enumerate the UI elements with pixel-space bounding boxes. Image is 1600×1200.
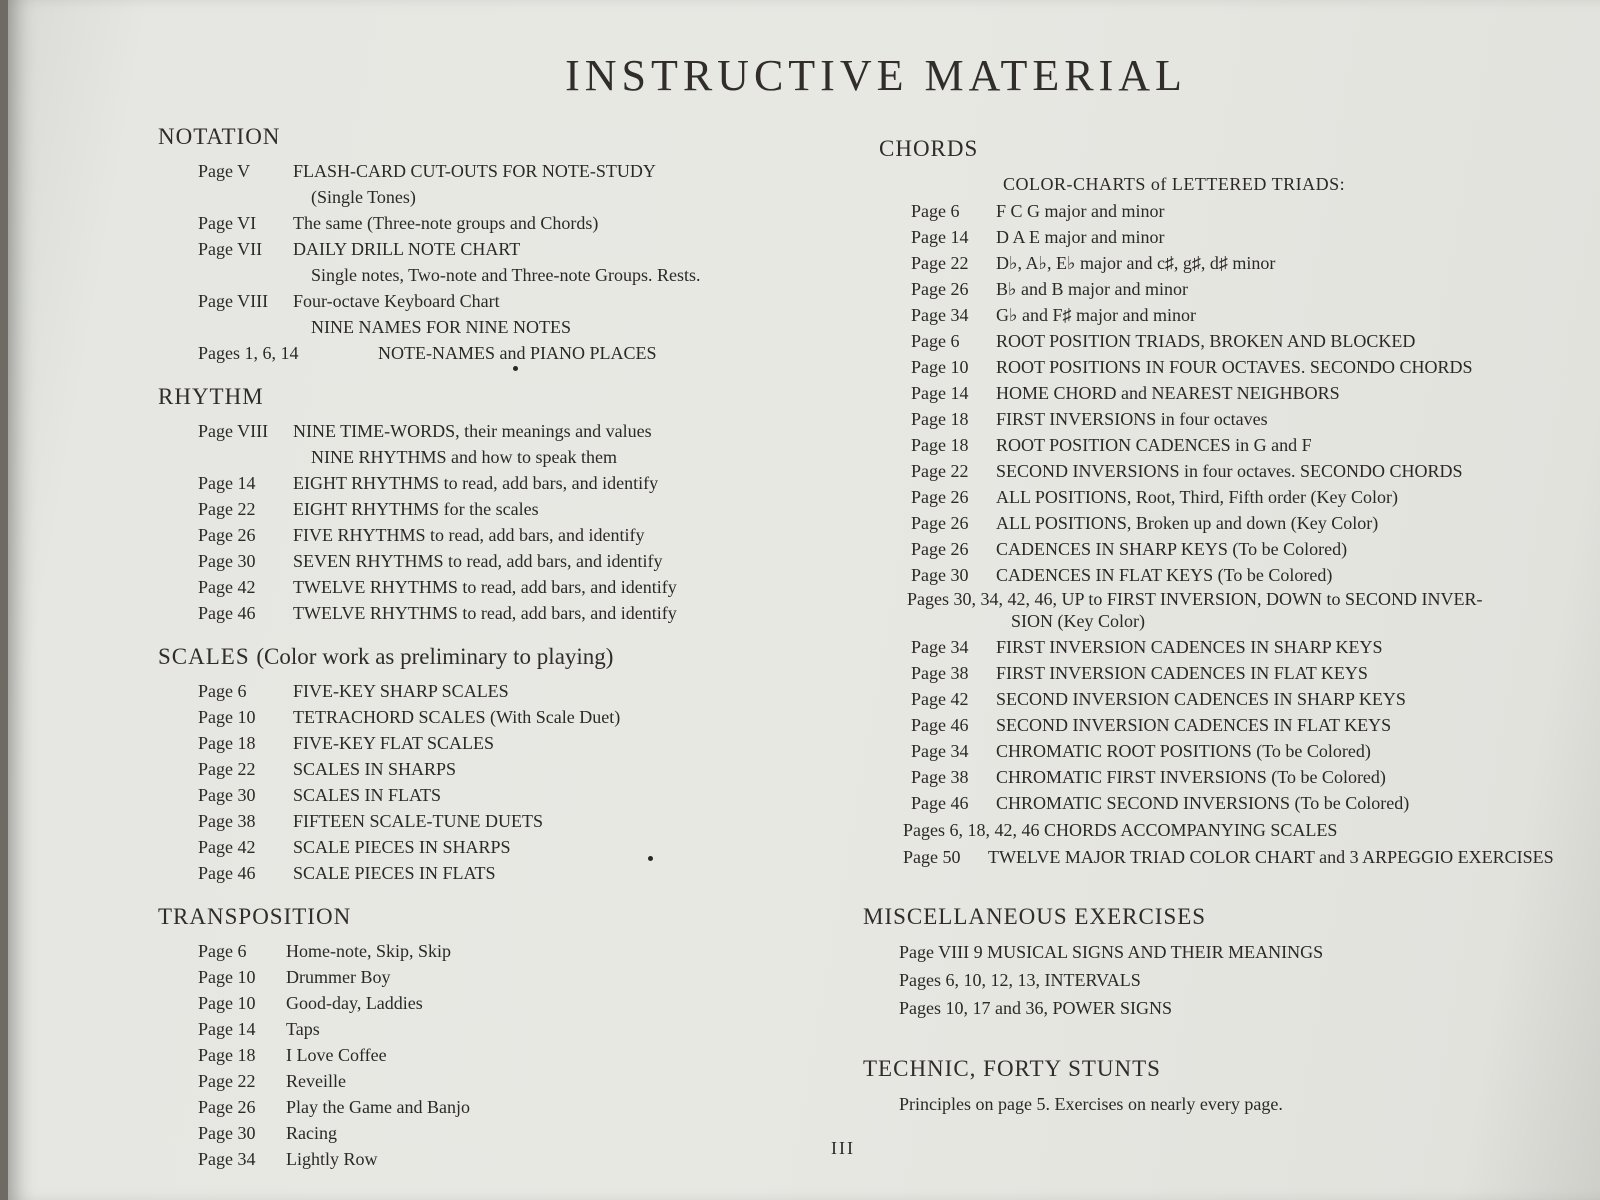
list-item <box>158 496 798 522</box>
entry-text-wrap <box>996 536 1583 562</box>
entry-text-wrap <box>286 1120 798 1146</box>
entry-page: Page 46 <box>198 603 256 623</box>
entry-text: Lightly Row <box>286 1149 378 1169</box>
entry-text: B♭ and B major and minor <box>996 279 1188 299</box>
entry-subtext: (Single Tones) <box>311 187 416 207</box>
list-item <box>863 432 1583 458</box>
list-item <box>158 600 798 626</box>
entry-page: Page 18 <box>198 733 256 753</box>
entry-text-wrap <box>286 1068 798 1094</box>
entry-page: Page 14 <box>911 383 969 403</box>
entry-page: Page 42 <box>911 689 969 709</box>
list-item <box>158 522 798 548</box>
list-item <box>158 574 798 600</box>
entry-page: Page 42 <box>198 577 256 597</box>
entry-text-wrap <box>293 756 798 782</box>
entry-page: Page 26 <box>911 279 969 299</box>
chords-subheading: COLOR-CHARTS of LETTERED TRIADS: <box>1003 174 1346 194</box>
list-item <box>158 1016 798 1042</box>
entry-text: SCALE PIECES IN FLATS <box>293 863 496 883</box>
entry-page: Page VIII <box>198 421 269 441</box>
entry-text: CADENCES IN FLAT KEYS (To be Colored) <box>996 565 1333 585</box>
technic-heading: TECHNIC, FORTY STUNTS <box>863 1056 1161 1081</box>
list-item <box>158 808 798 834</box>
list-item <box>158 782 798 808</box>
entry-text-wrap <box>996 562 1583 588</box>
entry-text: Racing <box>286 1123 337 1143</box>
list-item <box>863 458 1583 484</box>
entry-text-wrap <box>996 790 1583 816</box>
entry-text-wrap <box>996 354 1583 380</box>
entry-text: CHROMATIC SECOND INVERSIONS (To be Colored) <box>996 793 1410 813</box>
entry-page: Page 46 <box>198 863 256 883</box>
entry-page: Page 22 <box>198 1071 256 1091</box>
entry-text: FIVE-KEY SHARP SCALES <box>293 681 509 701</box>
technic-section <box>863 1056 1583 1118</box>
entry-text: Taps <box>286 1019 320 1039</box>
list-item <box>863 510 1583 536</box>
entry-text: FIRST INVERSION CADENCES IN FLAT KEYS <box>996 663 1368 683</box>
entry-page: Page 22 <box>198 499 256 519</box>
list-item <box>158 1146 798 1172</box>
entry-text: EIGHT RHYTHMS for the scales <box>293 499 539 519</box>
list-item <box>158 1042 798 1068</box>
notation-entries <box>158 158 798 366</box>
entry-text-wrap <box>293 730 798 756</box>
list-item <box>863 712 1583 738</box>
ink-dot <box>648 856 653 861</box>
entry-subtext: Single notes, Two-note and Three-note Groups. Rests. <box>311 265 701 285</box>
list-item <box>158 470 798 496</box>
entry-text-wrap <box>996 250 1583 276</box>
entry-text: ALL POSITIONS, Root, Third, Fifth order (Key Color) <box>996 487 1398 507</box>
entry-text <box>988 844 1583 870</box>
entry-text-wrap <box>293 418 798 470</box>
entry-page: Page 14 <box>198 473 256 493</box>
entry-text: ROOT POSITION TRIADS, BROKEN AND BLOCKED <box>996 331 1416 351</box>
entry-text-wrap <box>293 860 798 886</box>
entry-text: FIVE RHYTHMS to read, add bars, and identify <box>293 525 645 545</box>
misc-section <box>863 904 1583 1022</box>
entry-text-wrap <box>996 302 1583 328</box>
entry-page: Page 30 <box>198 551 256 571</box>
entry-text: I Love Coffee <box>286 1045 387 1065</box>
entry-page: Page 10 <box>911 357 969 377</box>
entry-text-wrap <box>286 1042 798 1068</box>
entry-text: NINE TIME-WORDS, their meanings and values <box>293 421 652 441</box>
scales-section <box>158 644 798 886</box>
entry-text-wrap <box>996 432 1583 458</box>
list-item <box>158 236 798 288</box>
entry-page: Page 10 <box>198 967 256 987</box>
entry-text-wrap <box>286 964 798 990</box>
list-item <box>863 276 1583 302</box>
entry-page: Page 18 <box>911 435 969 455</box>
scales-entries <box>158 678 798 886</box>
entry-text-wrap <box>996 224 1583 250</box>
entry-page: Page 10 <box>198 993 256 1013</box>
list-item <box>158 678 798 704</box>
long-entry-line1: Pages 30, 34, 42, 46, UP to FIRST INVERSION, DOWN to SECOND INVER- <box>907 589 1483 609</box>
entry-text-wrap <box>996 738 1583 764</box>
list-item <box>158 834 798 860</box>
entry-text: Good-day, Laddies <box>286 993 423 1013</box>
list-item <box>863 406 1583 432</box>
entry-text: SCALES IN FLATS <box>293 785 442 805</box>
page-number: III <box>831 1138 855 1158</box>
entry-text-wrap <box>996 660 1583 686</box>
entry-text-wrap <box>293 496 798 522</box>
entry-text-wrap <box>293 600 798 626</box>
entry-page: Page 50 <box>903 847 961 867</box>
entry-text-wrap <box>996 484 1583 510</box>
list-item <box>158 704 798 730</box>
entry-page: Page 30 <box>911 565 969 585</box>
notation-section <box>158 124 798 366</box>
list-item <box>158 210 798 236</box>
entry-page: Page 26 <box>911 487 969 507</box>
entry-text-wrap <box>293 548 798 574</box>
list-item <box>158 756 798 782</box>
entry-text: Play the Game and Banjo <box>286 1097 470 1117</box>
transposition-section <box>158 904 798 1172</box>
entry-text-wrap <box>286 1016 798 1042</box>
entry-page: Page 30 <box>198 785 256 805</box>
entry-text: HOME CHORD and NEAREST NEIGHBORS <box>996 383 1340 403</box>
entry-page: Page 26 <box>911 539 969 559</box>
transposition-heading: TRANSPOSITION <box>158 904 352 929</box>
list-item <box>158 340 798 366</box>
entry-page: Page 38 <box>911 767 969 787</box>
entry-text-wrap <box>293 210 798 236</box>
entry-text-wrap <box>293 522 798 548</box>
list-item <box>863 562 1583 588</box>
entry-text-wrap <box>996 276 1583 302</box>
entry-text: CHROMATIC FIRST INVERSIONS (To be Colored) <box>996 767 1386 787</box>
entry-text: D A E major and minor <box>996 227 1165 247</box>
list-item <box>158 990 798 1016</box>
scales-heading-label: SCALES <box>158 644 250 669</box>
entry-text: ROOT POSITIONS IN FOUR OCTAVES. SECONDO CHORDS <box>996 357 1473 377</box>
entry-text-wrap <box>996 712 1583 738</box>
entry-text-wrap <box>996 764 1583 790</box>
entry-page: Page 26 <box>198 1097 256 1117</box>
final-entry-text: TWELVE MAJOR TRIAD COLOR CHART <box>988 847 1315 867</box>
entry-text-wrap <box>286 1146 798 1172</box>
entry-text: FIRST INVERSIONS in four octaves <box>996 409 1268 429</box>
entry-page: Page V <box>198 161 251 181</box>
entry-page: Page 14 <box>911 227 969 247</box>
entry-text: TWELVE RHYTHMS to read, add bars, and identify <box>293 603 677 623</box>
entry-text: SCALES IN SHARPS <box>293 759 457 779</box>
entry-text-wrap <box>293 834 798 860</box>
misc-heading: MISCELLANEOUS EXERCISES <box>863 904 1207 929</box>
chords-section <box>863 136 1583 870</box>
entry-text-wrap <box>293 470 798 496</box>
entry-page: Page 34 <box>198 1149 256 1169</box>
entry-text: SCALE PIECES IN SHARPS <box>293 837 511 857</box>
entry-page: Page 14 <box>198 1019 256 1039</box>
book-page <box>8 0 1600 1200</box>
entry-page: Page 6 <box>198 681 247 701</box>
entry-page: Page 38 <box>911 663 969 683</box>
entry-page: Page 30 <box>198 1123 256 1143</box>
misc-item: Page VIII 9 MUSICAL SIGNS AND THEIR MEANINGS <box>899 942 1324 962</box>
entry-page: Page 22 <box>911 461 969 481</box>
entry-text: DAILY DRILL NOTE CHART <box>293 239 521 259</box>
list-item <box>863 484 1583 510</box>
scales-heading <box>158 644 798 670</box>
entry-text-wrap <box>996 198 1583 224</box>
final-entry-sub: and 3 ARPEGGIO EXERCISES <box>1319 847 1554 867</box>
rhythm-section <box>158 384 798 626</box>
entry-page: Page 46 <box>911 715 969 735</box>
entry-text: NOTE-NAMES and PIANO PLACES <box>378 343 657 363</box>
entry-text: SECOND INVERSION CADENCES IN FLAT KEYS <box>996 715 1392 735</box>
list-item <box>863 302 1583 328</box>
rhythm-heading: RHYTHM <box>158 384 264 409</box>
rhythm-entries <box>158 418 798 626</box>
list-item <box>158 288 798 340</box>
entry-text: F C G major and minor <box>996 201 1165 221</box>
chords-entries-a <box>863 198 1583 588</box>
notation-heading: NOTATION <box>158 124 281 149</box>
entry-text-wrap <box>293 678 798 704</box>
entry-page: Page 26 <box>198 525 256 545</box>
entry-text-wrap <box>293 288 798 340</box>
entry-text: Reveille <box>286 1071 346 1091</box>
list-item <box>863 224 1583 250</box>
entry-text-wrap <box>996 510 1583 536</box>
entry-text: FIFTEEN SCALE-TUNE DUETS <box>293 811 543 831</box>
entry-page: Page 26 <box>911 513 969 533</box>
entry-text-wrap <box>996 406 1583 432</box>
entry-text-wrap <box>293 574 798 600</box>
entry-text: ROOT POSITION CADENCES in G and F <box>996 435 1312 455</box>
transposition-entries <box>158 938 798 1172</box>
entry-text-wrap <box>996 686 1583 712</box>
entry-text: TETRACHORD SCALES (With Scale Duet) <box>293 707 621 727</box>
entry-text: D♭, A♭, E♭ major and c♯, g♯, d♯ minor <box>996 253 1276 273</box>
entry-page: Page 6 <box>198 941 247 961</box>
entry-text-wrap <box>378 340 798 366</box>
entry-text-wrap <box>286 938 798 964</box>
list-item <box>158 1120 798 1146</box>
entry-text-wrap <box>996 328 1583 354</box>
entry-page: Page 18 <box>198 1045 256 1065</box>
entry-page: Pages 1, 6, 14 <box>198 343 299 363</box>
entry-page: Page 6 <box>911 331 960 351</box>
entry-page: Page 10 <box>198 707 256 727</box>
entry-page: Page 22 <box>911 253 969 273</box>
entry-page: Page 38 <box>198 811 256 831</box>
list-item <box>863 328 1583 354</box>
entry-subtext: NINE RHYTHMS and how to speak them <box>311 447 617 467</box>
right-column <box>863 136 1583 1136</box>
misc-item: Pages 10, 17 and 36, POWER SIGNS <box>899 998 1172 1018</box>
entry-text-wrap <box>293 782 798 808</box>
list-item <box>158 418 798 470</box>
long-entry-line2: SION (Key Color) <box>1011 611 1145 631</box>
entry-text-wrap <box>996 634 1583 660</box>
list-item <box>863 380 1583 406</box>
chords-entries-b <box>863 634 1583 816</box>
entry-text-wrap <box>286 1094 798 1120</box>
entry-page: Page VIII <box>198 291 269 311</box>
entry-text: Home-note, Skip, Skip <box>286 941 451 961</box>
misc-item: Pages 6, 10, 12, 13, INTERVALS <box>899 970 1141 990</box>
entry-text-wrap <box>293 704 798 730</box>
list-item <box>158 1068 798 1094</box>
entry-page: Page VII <box>198 239 263 259</box>
list-item <box>863 738 1583 764</box>
entry-text: FIVE-KEY FLAT SCALES <box>293 733 495 753</box>
list-item <box>863 686 1583 712</box>
entry-page: Page VI <box>198 213 257 233</box>
entry-text: SECOND INVERSION CADENCES IN SHARP KEYS <box>996 689 1406 709</box>
list-item <box>158 964 798 990</box>
entry-page: Page 22 <box>198 759 256 779</box>
list-item <box>863 764 1583 790</box>
entry-text: G♭ and F♯ major and minor <box>996 305 1196 325</box>
list-item <box>863 198 1583 224</box>
entry-text: EIGHT RHYTHMS to read, add bars, and identify <box>293 473 659 493</box>
chords-heading: CHORDS <box>879 136 979 161</box>
entry-text: Four-octave Keyboard Chart <box>293 291 500 311</box>
entry-text-wrap <box>293 808 798 834</box>
list-item <box>158 1094 798 1120</box>
chords-accompanying: Pages 6, 18, 42, 46 CHORDS ACCOMPANYING SCALES <box>903 820 1338 840</box>
entry-page: Page 46 <box>911 793 969 813</box>
entry-text-wrap <box>286 990 798 1016</box>
entry-page: Page 34 <box>911 305 969 325</box>
list-item <box>863 536 1583 562</box>
page-title: INSTRUCTIVE MATERIAL <box>565 51 1187 100</box>
entry-text: ALL POSITIONS, Broken up and down (Key Color) <box>996 513 1379 533</box>
entry-text-wrap <box>293 236 798 288</box>
list-item <box>158 730 798 756</box>
left-column <box>158 124 798 1190</box>
entry-page: Page 34 <box>911 637 969 657</box>
misc-items <box>863 938 1583 1022</box>
list-item <box>158 938 798 964</box>
entry-text: SEVEN RHYTHMS to read, add bars, and identify <box>293 551 663 571</box>
scales-heading-note: (Color work as preliminary to playing) <box>256 644 614 669</box>
technic-text: Principles on page 5. Exercises on nearly every page. <box>899 1094 1283 1114</box>
entry-page: Page 18 <box>911 409 969 429</box>
list-item <box>863 354 1583 380</box>
list-item <box>863 250 1583 276</box>
entry-text: CHROMATIC ROOT POSITIONS (To be Colored) <box>996 741 1371 761</box>
entry-text: Drummer Boy <box>286 967 391 987</box>
entry-text: The same (Three-note groups and Chords) <box>293 213 599 233</box>
entry-text: TWELVE RHYTHMS to read, add bars, and identify <box>293 577 677 597</box>
list-item <box>158 158 798 210</box>
list-item <box>863 634 1583 660</box>
chords-long-entry <box>863 588 1583 632</box>
entry-text-wrap <box>293 158 798 210</box>
list-item <box>863 660 1583 686</box>
entry-text-wrap <box>996 458 1583 484</box>
entry-text: FLASH-CARD CUT-OUTS FOR NOTE-STUDY <box>293 161 656 181</box>
chords-final-entry <box>863 844 1583 870</box>
entry-page: Page 6 <box>911 201 960 221</box>
entry-page: Page 34 <box>911 741 969 761</box>
entry-text: SECOND INVERSIONS in four octaves. SECONDO CHORDS <box>996 461 1463 481</box>
entry-text: FIRST INVERSION CADENCES IN SHARP KEYS <box>996 637 1383 657</box>
entry-subtext: NINE NAMES FOR NINE NOTES <box>311 317 571 337</box>
list-item <box>863 790 1583 816</box>
ink-dot <box>513 366 518 371</box>
entry-text: CADENCES IN SHARP KEYS (To be Colored) <box>996 539 1348 559</box>
list-item <box>158 548 798 574</box>
entry-text-wrap <box>996 380 1583 406</box>
entry-page: Page 42 <box>198 837 256 857</box>
list-item <box>158 860 798 886</box>
